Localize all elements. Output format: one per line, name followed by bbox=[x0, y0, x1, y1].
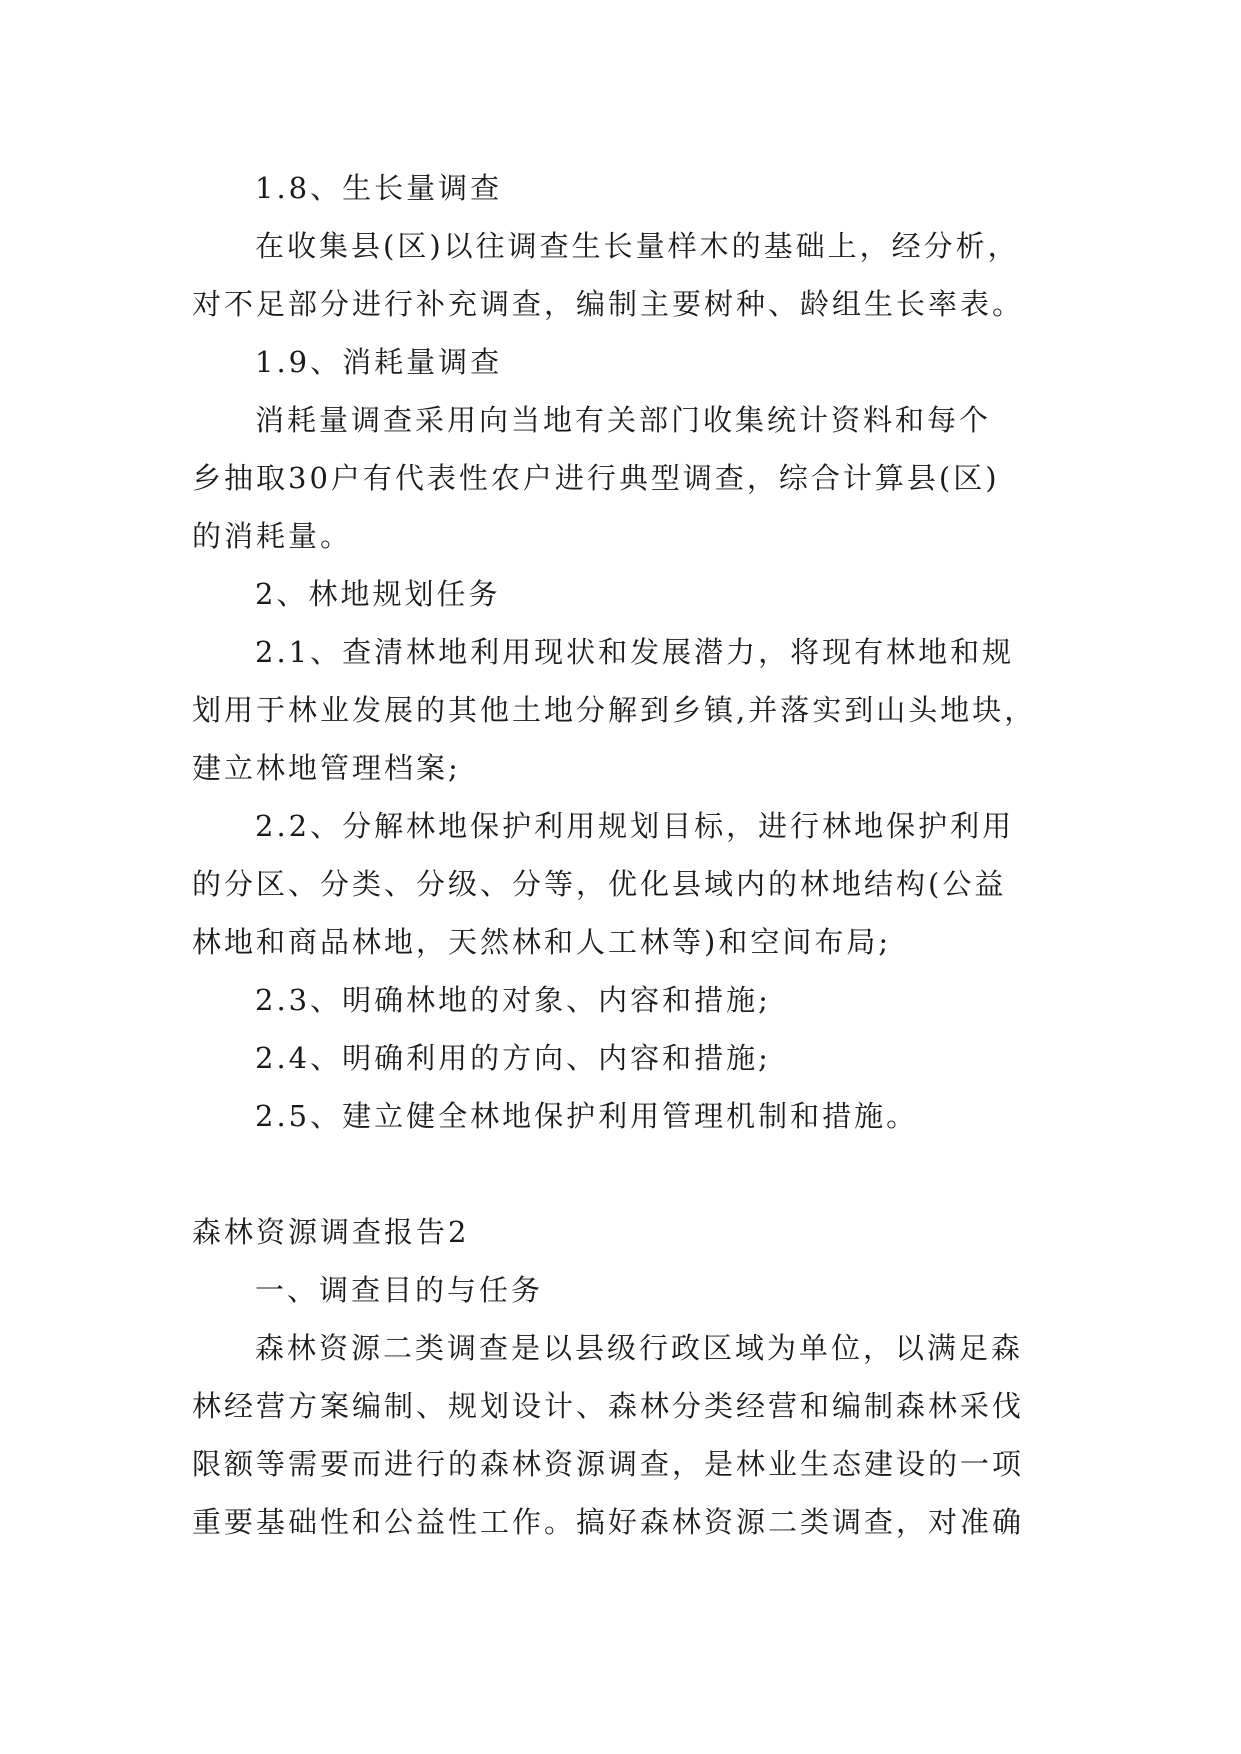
paragraph-line: 2.3、明确林地的对象、内容和措施; bbox=[255, 983, 771, 1017]
paragraph-line: 乡抽取30户有代表性农户进行典型调查，综合计算县(区) bbox=[192, 461, 1000, 495]
paragraph-line: 限额等需要而进行的森林资源调查，是林业生态建设的一项 bbox=[192, 1447, 1025, 1481]
paragraph-line: 2.2、分解林地保护利用规划目标，进行林地保护利用 bbox=[255, 809, 1015, 843]
paragraph-line: 2.5、建立健全林地保护利用管理机制和措施。 bbox=[255, 1099, 919, 1133]
report-title: 森林资源调查报告2 bbox=[192, 1215, 470, 1249]
paragraph-line: 林经营方案编制、规划设计、森林分类经营和编制森林采伐 bbox=[192, 1389, 1025, 1423]
heading-1-8: 1.8、生长量调查 bbox=[255, 171, 503, 205]
heading-2: 2、林地规划任务 bbox=[255, 577, 501, 611]
paragraph-line: 的消耗量。 bbox=[192, 519, 353, 553]
paragraph-line: 划用于林业发展的其他土地分解到乡镇,并落实到山头地块， bbox=[192, 693, 1037, 727]
paragraph-line: 在收集县(区)以往调查生长量样木的基础上，经分析， bbox=[255, 229, 1020, 263]
paragraph-line: 2.1、查清林地利用现状和发展潜力，将现有林地和规 bbox=[255, 635, 1015, 669]
paragraph-line: 重要基础性和公益性工作。搞好森林资源二类调查，对准确 bbox=[192, 1505, 1025, 1539]
paragraph-line: 2.4、明确利用的方向、内容和措施; bbox=[255, 1041, 771, 1075]
paragraph-line: 对不足部分进行补充调查，编制主要树种、龄组生长率表。 bbox=[192, 287, 1025, 321]
paragraph-line: 建立林地管理档案; bbox=[192, 751, 461, 785]
section-heading: 一、调查目的与任务 bbox=[255, 1273, 544, 1307]
paragraph-line: 森林资源二类调查是以县级行政区域为单位，以满足森 bbox=[255, 1331, 1024, 1365]
paragraph-line: 的分区、分类、分级、分等，优化县域内的林地结构(公益 bbox=[192, 867, 1007, 901]
heading-1-9: 1.9、消耗量调查 bbox=[255, 345, 503, 379]
paragraph-line: 林地和商品林地，天然林和人工林等)和空间布局; bbox=[192, 925, 892, 959]
paragraph-line: 消耗量调查采用向当地有关部门收集统计资料和每个 bbox=[255, 403, 992, 437]
